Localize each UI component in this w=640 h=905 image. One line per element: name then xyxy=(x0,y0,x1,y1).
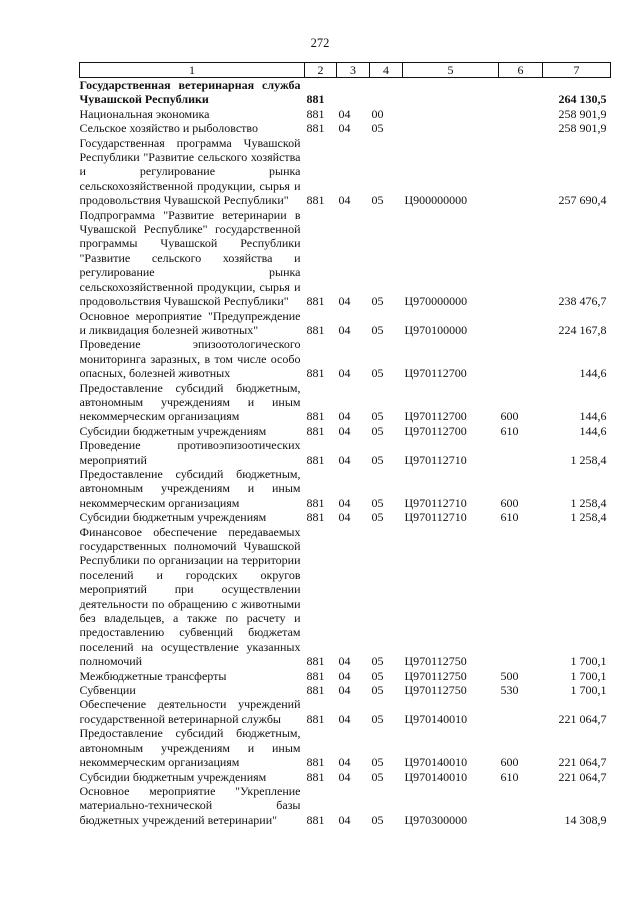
table-row xyxy=(80,438,611,467)
row-grbs: 881 xyxy=(306,769,325,784)
row-target-article: Ц970112700 xyxy=(404,423,467,438)
row-expense-type: 600 xyxy=(500,755,519,770)
row-name: Основное мероприятие "Предупреждение и ликвидация болезней животных" xyxy=(79,308,301,337)
table-row xyxy=(80,770,611,784)
header-col-5: 5 xyxy=(403,63,499,78)
row-section: 04 xyxy=(338,423,351,438)
row-expense-type: 530 xyxy=(500,683,519,698)
row-expense-type xyxy=(499,697,543,726)
row-subsection: 05 xyxy=(371,193,384,208)
row-expense-type xyxy=(499,525,543,669)
row-amount: 221 064,7 xyxy=(558,769,607,784)
header-row xyxy=(80,63,611,78)
table-row xyxy=(80,726,611,769)
row-subsection: 05 xyxy=(371,769,384,784)
row-name: Государственная ветеринарная служба Чувашской Республики xyxy=(79,78,301,107)
row-subsection: 05 xyxy=(371,452,384,467)
row-subsection: 05 xyxy=(371,711,384,726)
row-subsection: 05 xyxy=(371,366,384,381)
row-expense-type xyxy=(499,107,543,121)
header-col-1: 1 xyxy=(80,63,305,78)
row-expense-type xyxy=(499,337,543,380)
row-target-article: Ц970100000 xyxy=(404,322,468,337)
row-grbs: 881 xyxy=(306,683,325,698)
row-amount: 144,6 xyxy=(579,423,607,438)
row-name: Финансовое обеспечение передаваемых государственных полномочий Чувашской Республики по организации на территории поселений и городских округов мероприятий при осуществлении деятельности по обращению с животными без владельцев, а также по расчету и предоставлению субвенций бюджетам поселений на осуществление указанных полномочий xyxy=(79,524,301,669)
row-amount: 1 258,4 xyxy=(570,495,607,510)
row-grbs: 881 xyxy=(306,409,325,424)
row-subsection: 05 xyxy=(371,322,384,337)
row-grbs: 881 xyxy=(306,711,325,726)
row-grbs: 881 xyxy=(306,322,325,337)
row-name: Предоставление субсидий бюджетным, автономным учреждениям и иным некоммерческим организациям xyxy=(79,726,301,770)
row-section: 04 xyxy=(338,409,351,424)
row-expense-type: 600 xyxy=(500,409,519,424)
row-section: 04 xyxy=(338,711,351,726)
row-expense-type xyxy=(499,438,543,467)
row-target-article: Ц970140010 xyxy=(404,755,468,770)
table-row xyxy=(80,510,611,524)
row-subsection: 05 xyxy=(371,683,384,698)
row-subsection: 05 xyxy=(371,409,384,424)
row-amount: 258 901,9 xyxy=(558,121,607,136)
row-section: 04 xyxy=(338,452,351,467)
row-name: Субсидии бюджетным учреждениям xyxy=(79,423,267,438)
row-name: Субсидии бюджетным учреждениям xyxy=(79,769,267,784)
row-subsection: 05 xyxy=(371,812,384,827)
row-grbs: 881 xyxy=(306,92,325,107)
row-section: 04 xyxy=(338,654,351,669)
row-target-article: Ц970000000 xyxy=(404,294,468,309)
row-expense-type xyxy=(499,136,543,208)
row-grbs: 881 xyxy=(306,452,325,467)
row-section: 04 xyxy=(338,755,351,770)
row-section: 04 xyxy=(338,769,351,784)
row-name: Проведение противоэпизоотических мероприятий xyxy=(79,438,301,467)
row-name: Государственная программа Чувашской Республики "Развитие сельского хозяйства и регулирование рынка сельскохозяйственной продукции, сырья и продовольствия Чувашской Республики" xyxy=(79,135,301,208)
row-subsection: 05 xyxy=(371,510,384,525)
row-amount: 1 258,4 xyxy=(570,510,607,525)
row-section: 04 xyxy=(338,121,351,136)
row-grbs: 881 xyxy=(306,294,325,309)
row-name: Национальная экономика xyxy=(79,106,210,121)
header-col-3: 3 xyxy=(337,63,370,78)
row-section: 04 xyxy=(338,294,351,309)
row-grbs: 881 xyxy=(306,668,325,683)
row-name: Предоставление субсидий бюджетным, автономным учреждениям и иным некоммерческим организациям xyxy=(79,466,301,510)
row-expense-type: 610 xyxy=(500,423,519,438)
row-target-article: Ц970112700 xyxy=(404,366,467,381)
row-subsection: 05 xyxy=(371,294,384,309)
row-expense-type xyxy=(499,78,543,107)
page-number: 272 xyxy=(310,36,330,50)
row-section xyxy=(337,78,370,107)
row-name: Сельское хозяйство и рыболовство xyxy=(79,121,259,136)
table-row xyxy=(80,337,611,380)
row-section: 04 xyxy=(338,106,351,121)
row-section: 04 xyxy=(338,193,351,208)
row-subsection: 00 xyxy=(371,106,384,121)
row-section: 04 xyxy=(338,668,351,683)
table-row xyxy=(80,669,611,683)
row-grbs: 881 xyxy=(306,423,325,438)
row-amount: 1 258,4 xyxy=(570,452,607,467)
row-name: Субвенции xyxy=(79,683,136,698)
row-expense-type: 610 xyxy=(500,510,519,525)
row-target-article: Ц970112710 xyxy=(404,510,467,525)
row-amount: 14 308,9 xyxy=(564,812,607,827)
row-name: Обеспечение деятельности учреждений государственной ветеринарной службы xyxy=(79,697,301,726)
row-grbs: 881 xyxy=(306,654,325,669)
row-expense-type xyxy=(499,121,543,135)
row-section: 04 xyxy=(338,812,351,827)
table-row xyxy=(80,525,611,669)
row-target-article: Ц970140010 xyxy=(404,769,468,784)
row-name: Подпрограмма "Развитие ветеринарии в Чувашской Республике" государственной программы Чувашской Республики "Развитие сельского хозяйства и регулирование рынка сельскохозяйственной продукции, сырья и продовольствия Чувашской Республики" xyxy=(79,207,301,309)
row-amount: 144,6 xyxy=(579,366,607,381)
table-row xyxy=(80,697,611,726)
row-grbs: 881 xyxy=(306,366,325,381)
row-name: Проведение эпизоотологического мониторинга заразных, в том числе особо опасных, болезней животных xyxy=(79,337,301,381)
row-target-article: Ц970112700 xyxy=(404,409,467,424)
row-name: Межбюджетные трансферты xyxy=(79,668,227,683)
row-subsection: 05 xyxy=(371,121,384,136)
row-subsection: 05 xyxy=(371,755,384,770)
row-section: 04 xyxy=(338,495,351,510)
table-header xyxy=(80,63,611,78)
table-row xyxy=(80,467,611,510)
row-subsection: 05 xyxy=(371,668,384,683)
row-grbs: 881 xyxy=(306,755,325,770)
row-expense-type xyxy=(499,309,543,338)
row-subsection: 05 xyxy=(371,495,384,510)
row-name: Основное мероприятие "Укрепление материально-технической базы бюджетных учреждений ветеринарии" xyxy=(79,783,301,827)
table-row xyxy=(80,309,611,338)
row-target-article: Ц900000000 xyxy=(404,193,468,208)
table-row xyxy=(80,136,611,208)
row-target-article xyxy=(403,121,499,135)
table-row xyxy=(80,784,611,827)
header-col-7: 7 xyxy=(543,63,611,78)
row-section: 04 xyxy=(338,366,351,381)
table-row xyxy=(80,424,611,438)
row-target-article: Ц970300000 xyxy=(404,812,468,827)
row-subsection: 05 xyxy=(371,654,384,669)
table-row xyxy=(80,107,611,121)
row-amount: 264 130,5 xyxy=(558,92,607,107)
row-amount: 257 690,4 xyxy=(558,193,607,208)
row-subsection xyxy=(370,78,403,107)
row-expense-type xyxy=(499,784,543,827)
row-target-article: Ц970112750 xyxy=(404,654,467,669)
table-row xyxy=(80,78,611,107)
row-expense-type: 600 xyxy=(500,495,519,510)
row-section: 04 xyxy=(338,510,351,525)
row-grbs: 881 xyxy=(306,510,325,525)
table-row xyxy=(80,208,611,309)
row-grbs: 881 xyxy=(306,106,325,121)
row-amount: 1 700,1 xyxy=(570,654,607,669)
row-expense-type: 610 xyxy=(500,769,519,784)
row-name: Субсидии бюджетным учреждениям xyxy=(79,510,267,525)
row-grbs: 881 xyxy=(306,121,325,136)
row-expense-type xyxy=(499,208,543,309)
row-amount: 1 700,1 xyxy=(570,683,607,698)
table-body xyxy=(80,78,611,828)
row-target-article: Ц970112710 xyxy=(404,495,467,510)
row-section: 04 xyxy=(338,322,351,337)
row-grbs: 881 xyxy=(306,812,325,827)
row-target-article: Ц970112710 xyxy=(404,452,467,467)
row-amount: 144,6 xyxy=(579,409,607,424)
row-target-article: Ц970140010 xyxy=(404,711,468,726)
row-amount: 258 901,9 xyxy=(558,106,607,121)
row-target-article xyxy=(403,78,499,107)
row-target-article: Ц970112750 xyxy=(404,683,467,698)
table-row xyxy=(80,683,611,697)
header-col-2: 2 xyxy=(305,63,337,78)
table-row xyxy=(80,381,611,424)
table-row xyxy=(80,121,611,135)
header-col-4: 4 xyxy=(370,63,403,78)
row-section: 04 xyxy=(338,683,351,698)
row-amount: 221 064,7 xyxy=(558,755,607,770)
row-grbs: 881 xyxy=(306,495,325,510)
row-amount: 238 476,7 xyxy=(558,294,607,309)
header-col-6: 6 xyxy=(499,63,543,78)
row-subsection: 05 xyxy=(371,423,384,438)
row-grbs: 881 xyxy=(306,193,325,208)
row-amount: 224 167,8 xyxy=(558,322,607,337)
row-expense-type: 500 xyxy=(500,668,519,683)
row-target-article xyxy=(403,107,499,121)
row-name: Предоставление субсидий бюджетным, автономным учреждениям и иным некоммерческим организациям xyxy=(79,380,301,424)
budget-table xyxy=(79,62,611,827)
row-amount: 221 064,7 xyxy=(558,711,607,726)
row-target-article: Ц970112750 xyxy=(404,668,467,683)
row-amount: 1 700,1 xyxy=(570,668,607,683)
